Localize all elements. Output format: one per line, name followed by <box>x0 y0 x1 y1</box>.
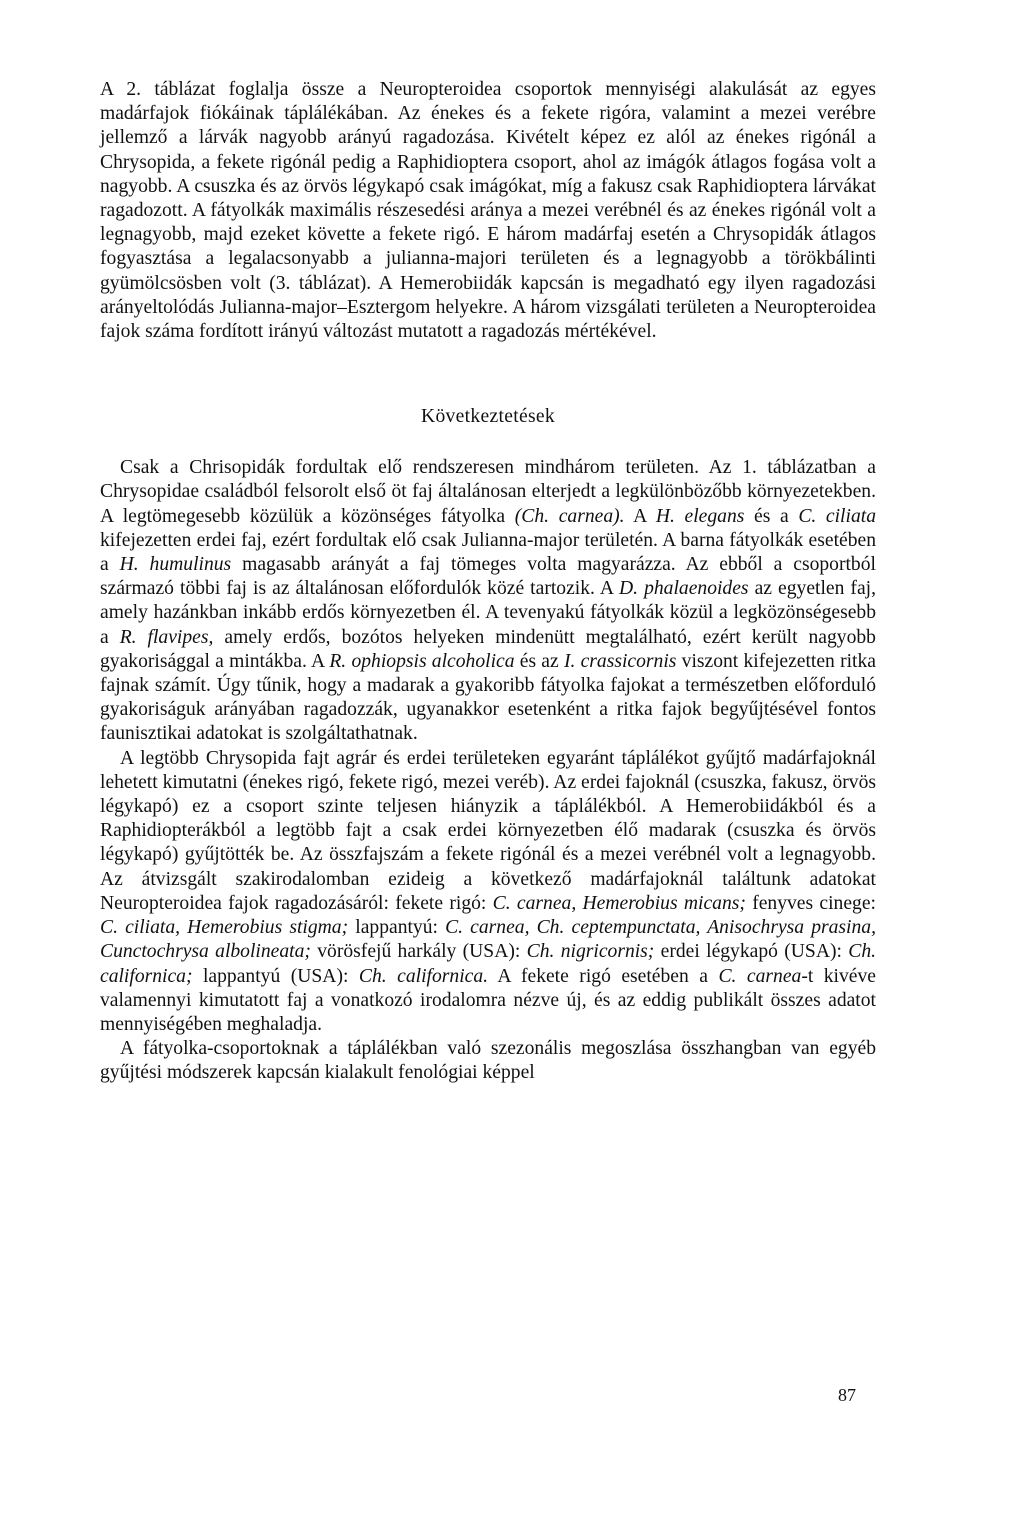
page-body <box>100 78 876 1086</box>
paragraph-intro: A 2. táblázat foglalja össze a Neuropteroidea csoportok mennyiségi alakulását az egyes madárfajok fiókáinak táplálékában. Az énekes és a fekete rigóra, valamint a mezei verébre jellemző a lárvák nagyobb arányú ragadozása. Kivételt képez ez alól az énekes rigónál a Chrysopida, a fekete rigónál pedig a Raphidioptera csoport, ahol az imágók átlagos fogása volt a nagyobb. A csuszka és az örvös légykapó csak imágókat, míg a fakusz csak Raphidioptera lárvákat ragadozott. A fátyolkák maximális részesedési aránya a mezei verébnél és az énekes rigónál volt a legnagyobb, majd ezeket követte a fekete rigó. E három madárfaj esetén a Chrysopidák átlagos fogyasztása a legalacsonyabb a julianna-majori területen és a legnagyobb a törökbálinti gyümölcsösben volt (3. táblázat). A Hemerobiidák kapcsán is megadható egy ilyen ragadozási arányeltolódás Julianna-major–Esztergom helyekre. A három vizsgálati területen a Neuropteroidea fajok száma fordított irányú változást mutatott a ragadozás mértékével. <box>100 79 876 343</box>
page-number: 87 <box>838 1385 856 1405</box>
section-heading: Következtetések <box>421 406 555 428</box>
paragraph-conclusions-2: A legtöbb Chrysopida fajt agrár és erdei területeken egyaránt táplálékot gyűjtő madárfajoknál lehetett kimutatni (énekes rigó, fekete rigó, mezei veréb). Az erdei fajoknál (csuszka, fakusz, örvös légykapó) ez a csoport szinte teljesen hiányzik a táplálékból. A Hemerobiidákból és a Raphidiopterákból a legtöbb fajt a csak erdei környezetben élő madarak (csuszka és örvös légykapó) gyűjtötték be. Az összfajszám a fekete rigónál és a mezei verébnél volt a legnagyobb. Az átvizsgált szakirodalomban ezideig a következő madárfajoknál találtunk adatokat Neuropteroidea fajok ragadozásáról: fekete rigó: C. carnea, Hemerobius micans; fenyves cinege: C. ciliata, Hemerobius stigma; lappantyú: C. carnea, Ch. ceptempunctata, Anisochrysa prasina, Cunctochrysa albolineata; vörösfejű harkály (USA): Ch. nigricornis; erdei légykapó (USA): Ch. californica; lappantyú (USA): Ch. californica. A fekete rigó esetében a C. carnea-t kivéve valamennyi kimutatott faj a vonatkozó irodalomra nézve új, és az eddig publikált összes adatot mennyiségében meghaladja. <box>100 747 877 1035</box>
paragraph-conclusions-1: Csak a Chrisopidák fordultak elő rendszeresen mindhárom területen. Az 1. táblázatban a Chrysopidae családból felsorolt első öt faj általánosan elterjedt a legkülönbözőbb környezetekben. A legtömegesebb közülük a közönséges fátyolka (Ch. carnea). A H. elegans és a C. ciliata kifejezetten erdei faj, ezért fordultak elő csak Julianna-major területén. A barna fátyolkák esetében a H. humulinus magasabb arányát a faj tömeges volta magyarázza. Az ebből a csoportból származó többi faj is az általánosan előfordulók közé tartozik. A D. phalaenoides az egyetlen faj, amely hazánkban inkább erdős környezetben él. A tevenyakú fátyolkák közül a legközönségesebb a R. flavipes, amely erdős, bozótos helyeken mindenütt megtalálható, ezért került nagyobb gyakorisággal a mintákba. A R. ophiopsis alcoholica és az I. crassicornis viszont kifejezetten ritka fajnak számít. Úgy tűnik, hogy a madarak a gyakoribb fátyolka fajokat a természetben előforduló gyakoriságuk arányában ragadozzák, ugyanakkor esetenként a ritka fajok begyűjtésével fontos faunisztikai adatokat is szolgáltathatnak. <box>100 457 876 745</box>
paragraph-conclusions-3: A fátyolka-csoportoknak a táplálékban való szezonális megoszlása összhangban van egyéb gyűjtési módszerek kapcsán kialakult fenológiai képpel <box>100 1038 876 1084</box>
